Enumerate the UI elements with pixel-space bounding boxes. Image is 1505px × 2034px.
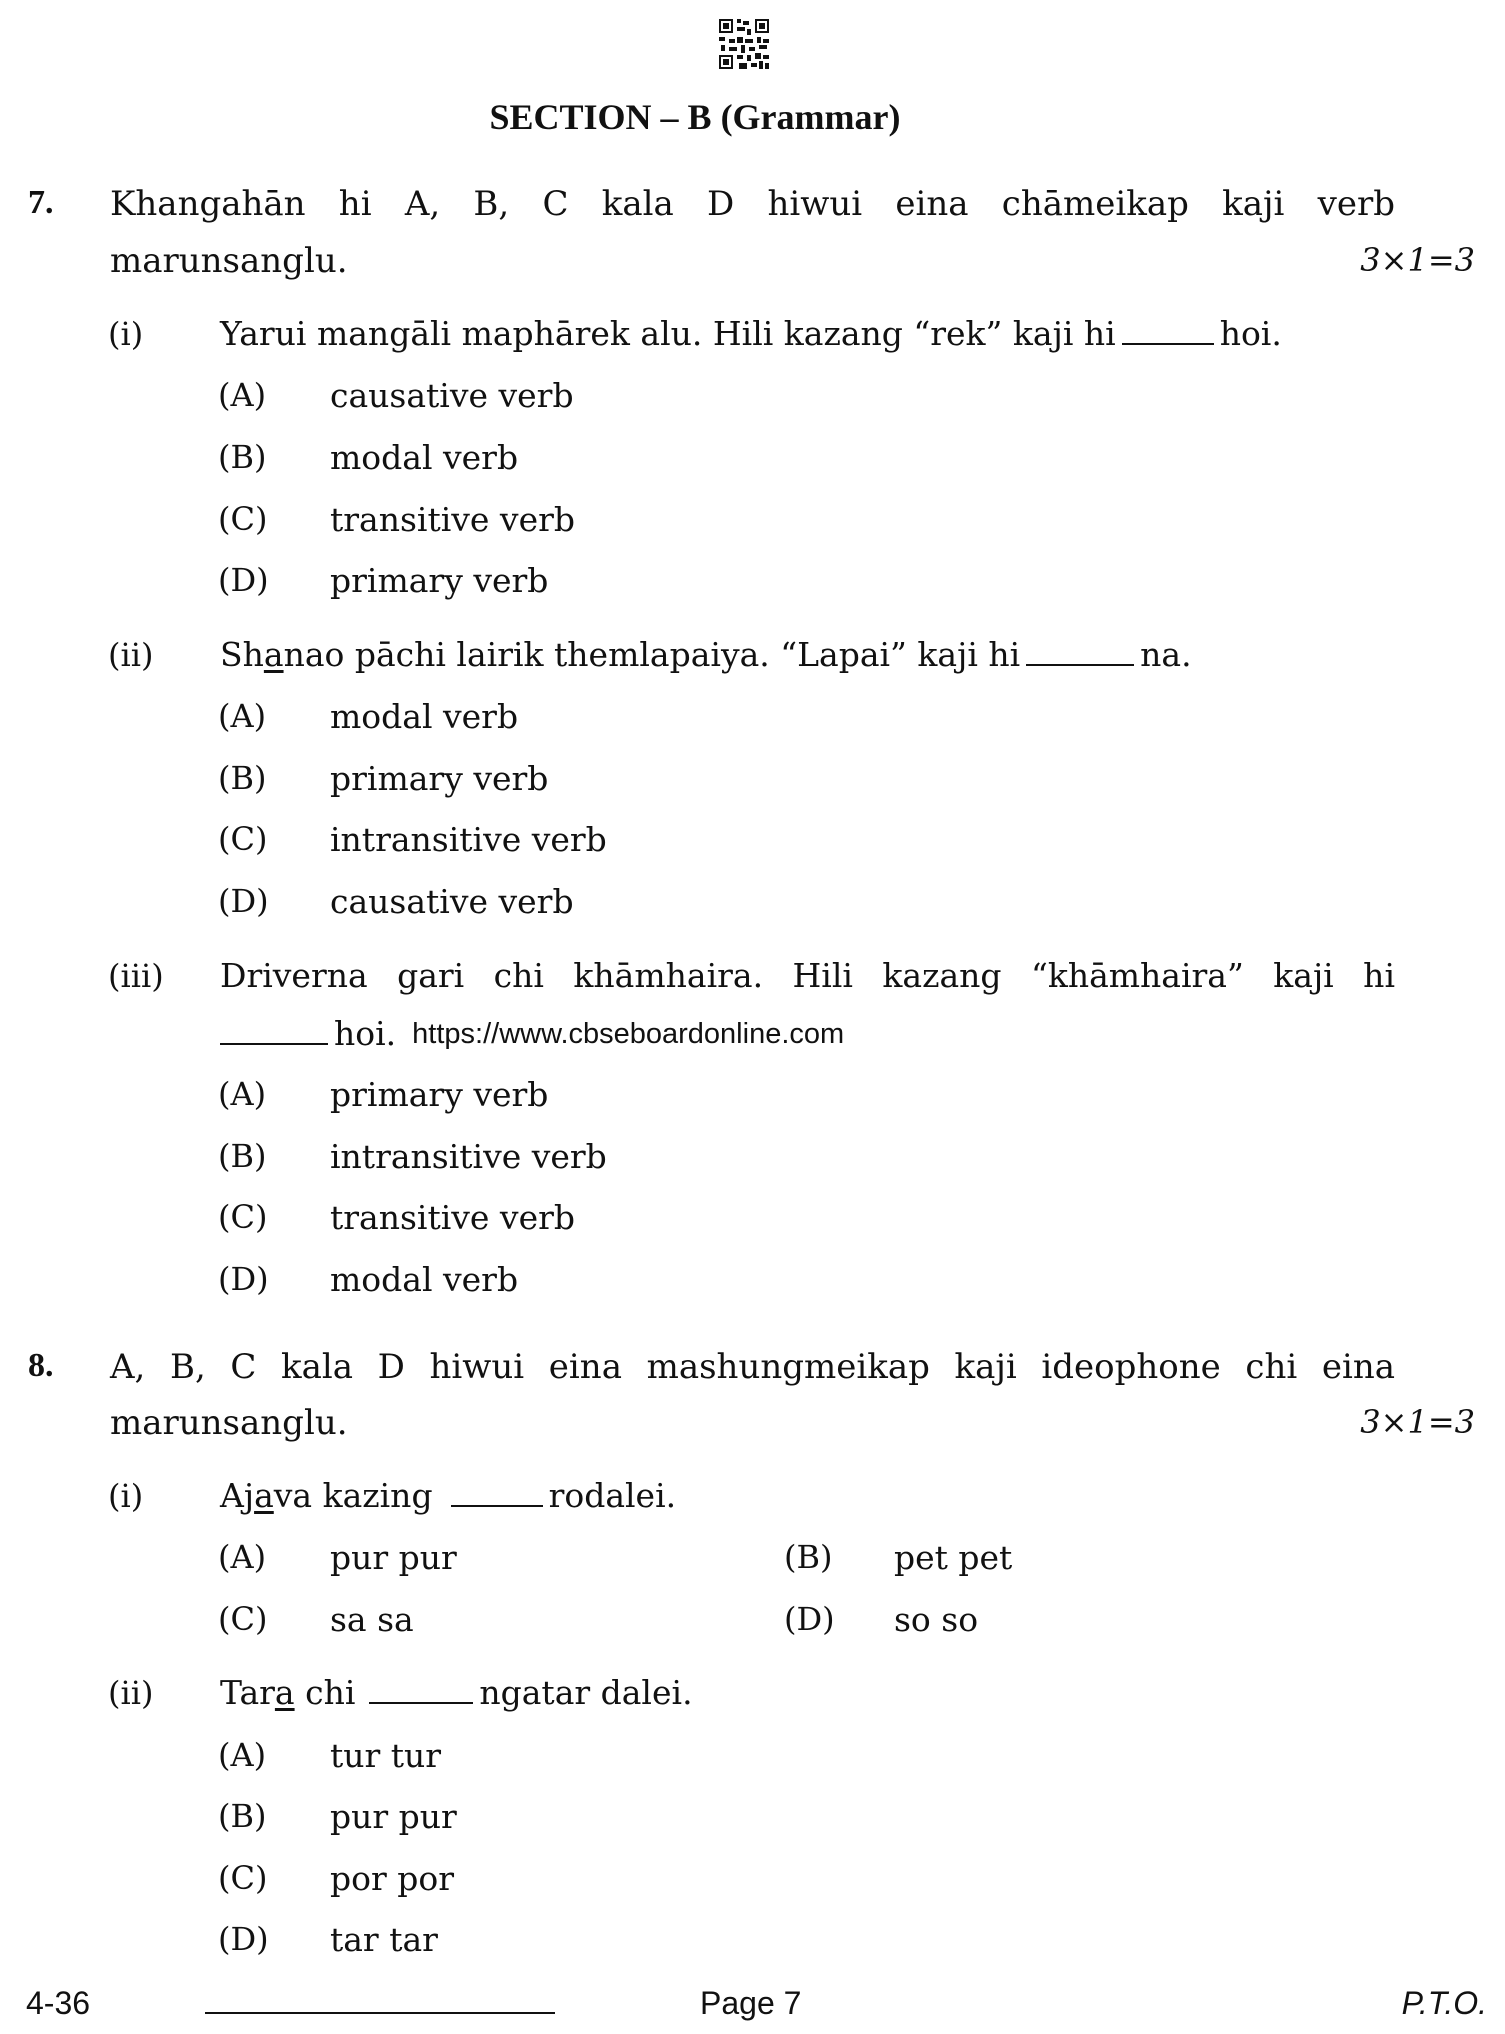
part-question-text-end: hoi. (1219, 314, 1282, 353)
option-text: modal verb (330, 1260, 519, 1299)
option-letter: (B) (218, 438, 267, 476)
page-number: Page 7 (700, 1985, 802, 2021)
please-turn-over: P.T.O. (1401, 1985, 1487, 2021)
option-letter: (D) (218, 561, 269, 599)
part-question (220, 1673, 693, 1712)
option-text: modal verb (330, 697, 519, 736)
underlined-letter: a (254, 1476, 274, 1515)
option-letter: (D) (218, 882, 269, 920)
part-question (220, 1476, 676, 1515)
option-letter: (D) (218, 1260, 269, 1298)
option-text: causative verb (330, 376, 574, 415)
part-label: (ii) (108, 636, 154, 674)
marks-allocation: 3×1=3 (1360, 1403, 1475, 1441)
option-letter: (D) (218, 1920, 269, 1958)
option-text: intransitive verb (330, 1137, 607, 1176)
option-letter: (C) (218, 1600, 268, 1638)
option-text: tar tar (330, 1920, 438, 1959)
option-text: pet pet (894, 1538, 1013, 1577)
option-text: intransitive verb (330, 820, 607, 859)
part-question-text-start: Tar (220, 1673, 275, 1712)
option-letter: (B) (218, 1797, 267, 1835)
option-text: modal verb (330, 438, 519, 477)
part-question-text-end: ngatar dalei. (479, 1673, 693, 1712)
question-number: 7. (28, 184, 54, 221)
question-text: Khangahān hi A, B, C kala D hiwui eina chāmeikap kaji verb (110, 184, 1395, 224)
option-letter: (C) (218, 820, 268, 858)
watermark-url: https://www.cbseboardonline.com (412, 1018, 845, 1050)
answer-blank (220, 1042, 328, 1045)
option-text: primary verb (330, 1075, 549, 1114)
option-letter: (A) (218, 376, 267, 414)
part-question-text-start: Sh (220, 635, 264, 674)
marks-allocation: 3×1=3 (1360, 241, 1475, 279)
option-letter: (B) (784, 1538, 833, 1576)
part-label: (i) (108, 315, 144, 353)
part-label: (iii) (108, 957, 164, 995)
option-text: transitive verb (330, 500, 576, 539)
answer-blank (1026, 663, 1134, 666)
part-question-continued (220, 1014, 844, 1053)
option-letter: (B) (218, 759, 267, 797)
option-text: pur pur (330, 1797, 457, 1836)
footer-divider (205, 2012, 555, 2014)
answer-blank (1122, 342, 1214, 345)
underlined-letter: a (263, 635, 284, 674)
option-text: transitive verb (330, 1198, 576, 1237)
part-question-text: chi (294, 1673, 356, 1712)
answer-blank (451, 1504, 543, 1507)
section-title: SECTION – B (Grammar) (489, 97, 901, 137)
option-letter: (C) (218, 500, 268, 538)
part-question-text-end: rodalei. (548, 1476, 677, 1515)
option-letter: (C) (218, 1198, 268, 1236)
question-text-continued: marunsanglu. (110, 1403, 348, 1443)
option-text: tur tur (330, 1736, 442, 1775)
option-letter: (A) (218, 697, 267, 735)
option-letter: (A) (218, 1538, 267, 1576)
option-text: causative verb (330, 882, 574, 921)
option-letter: (C) (218, 1859, 268, 1897)
option-text: sa sa (330, 1600, 414, 1639)
qr-code-icon (717, 17, 771, 71)
question-number: 8. (28, 1347, 54, 1384)
answer-blank (369, 1701, 473, 1704)
part-question-text: Yarui mangāli maphārek alu. Hili kazang “rek” kaji hi (220, 314, 1116, 353)
option-text: por por (330, 1859, 455, 1898)
option-letter: (A) (218, 1736, 267, 1774)
option-letter: (D) (784, 1600, 835, 1638)
part-question (220, 314, 1282, 353)
part-question-text: nao pāchi lairik themlapaiya. “Lapai” kaji hi (283, 635, 1021, 674)
question-text-continued: marunsanglu. (110, 241, 348, 281)
part-question-text-end: hoi. (334, 1014, 397, 1053)
option-letter: (A) (218, 1075, 267, 1113)
underlined-letter: a (274, 1673, 295, 1712)
question-text: A, B, C kala D hiwui eina mashungmeikap kaji ideophone chi eina (110, 1347, 1395, 1387)
paper-code: 4-36 (26, 1985, 91, 2021)
part-question-text: Driverna gari chi khāmhaira. Hili kazang “khāmhaira” kaji hi (220, 956, 1395, 995)
part-question-text: va kazing (273, 1476, 433, 1515)
part-question-text-start: Aj (220, 1476, 255, 1515)
part-question (220, 635, 1192, 674)
option-text: primary verb (330, 561, 549, 600)
option-text: primary verb (330, 759, 549, 798)
option-text: so so (894, 1600, 979, 1639)
part-label: (ii) (108, 1674, 154, 1712)
option-text: pur pur (330, 1538, 457, 1577)
part-label: (i) (108, 1477, 144, 1515)
option-letter: (B) (218, 1137, 267, 1175)
part-question-text-end: na. (1140, 635, 1192, 674)
